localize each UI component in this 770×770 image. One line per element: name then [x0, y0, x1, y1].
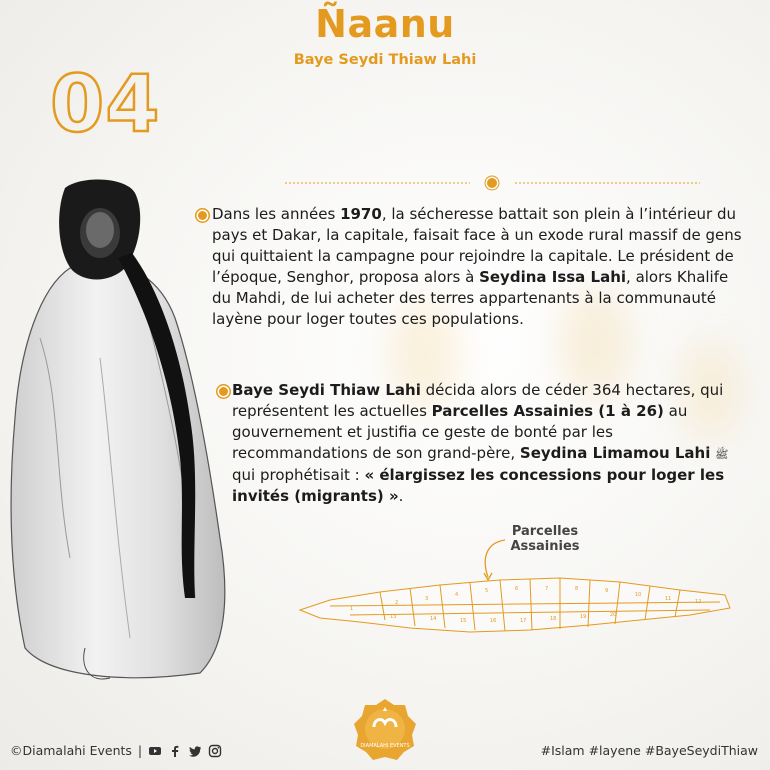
svg-text:13: 13 [390, 614, 397, 620]
svg-text:10: 10 [635, 592, 642, 598]
parcelles-map [290, 540, 740, 650]
instagram-icon[interactable] [208, 744, 222, 758]
svg-text:1: 1 [350, 606, 354, 612]
p2-place: Parcelles Assainies (1 à 26) [431, 402, 664, 420]
svg-text:16: 16 [490, 618, 497, 624]
episode-number: 04 [50, 60, 161, 150]
diamalahi-logo [352, 697, 418, 763]
p2-quote: « élargissez les concessions pour loger les invités (migrants) » [232, 466, 725, 505]
page-subtitle: Baye Seydi Thiaw Lahi [293, 52, 477, 68]
svg-text:19: 19 [580, 614, 587, 620]
p2-text: au gouvernement et justifia ce geste de bonté par les recommandations de son grand-père, [232, 402, 688, 462]
paragraph-2 [232, 380, 752, 507]
svg-text:3: 3 [425, 596, 429, 602]
page-title: Ñaanu [315, 2, 455, 46]
svg-text:20: 20 [610, 612, 617, 618]
svg-text:4: 4 [455, 592, 459, 598]
svg-text:7: 7 [545, 586, 549, 592]
svg-text:15: 15 [460, 618, 467, 624]
honorific-glyph: ﷺ [715, 448, 729, 461]
svg-text:11: 11 [665, 596, 672, 602]
svg-text:14: 14 [430, 616, 437, 622]
logo-caption: DIAMALAHI EVENTS [360, 743, 410, 749]
p1-name: Seydina Issa Lahi [479, 268, 627, 286]
p2-name: Baye Seydi Thiaw Lahi [232, 381, 421, 399]
p1-text: Dans les années [212, 205, 341, 223]
svg-text:6: 6 [515, 586, 519, 592]
p1-year: 1970 [340, 205, 382, 223]
bullet-icon [198, 211, 207, 220]
svg-text:17: 17 [520, 618, 527, 624]
footer-hashtags: #Islam #layene #BayeSeydiThiaw [540, 743, 758, 758]
svg-text:9: 9 [605, 588, 609, 594]
p1-text: , la sécheresse battait son plein à l’intérieur du pays et Dakar, la capitale, faisait face à un exode rural massif de gens qui quittaient la campagne pour rejoindre la capitale. Le président de l’époque, Senghor, proposa alors à [212, 205, 742, 286]
bullet-icon [219, 387, 228, 396]
facebook-icon[interactable] [168, 744, 182, 758]
p2-text: . [398, 487, 404, 505]
twitter-icon[interactable] [188, 744, 202, 758]
portrait-figure [0, 178, 240, 698]
divider-ornament [285, 175, 700, 191]
p2-text: décida alors de céder 364 hectares, qui représentent les actuelles [232, 381, 724, 420]
p1-text: , alors Khalife du Mahdi, de lui acheter des terres appartenants à la communauté layène pour loger toutes ces populations. [212, 268, 729, 328]
footer-credits [10, 743, 222, 758]
svg-text:8: 8 [575, 586, 579, 592]
map-label-line: Parcelles [511, 524, 579, 539]
svg-text:2: 2 [395, 600, 399, 606]
p2-text: qui prophétisait : [232, 466, 365, 484]
paragraph-1 [212, 204, 752, 330]
youtube-icon[interactable] [148, 744, 162, 758]
copyright-text: ©Diamalahi Events [10, 743, 132, 758]
map-label-line: Assainies [510, 539, 580, 554]
footer-separator: | [137, 743, 143, 758]
svg-text:18: 18 [550, 616, 557, 622]
svg-text:5: 5 [485, 588, 489, 594]
svg-text:12: 12 [695, 599, 702, 605]
p2-name: Seydina Limamou Lahi [519, 444, 711, 462]
